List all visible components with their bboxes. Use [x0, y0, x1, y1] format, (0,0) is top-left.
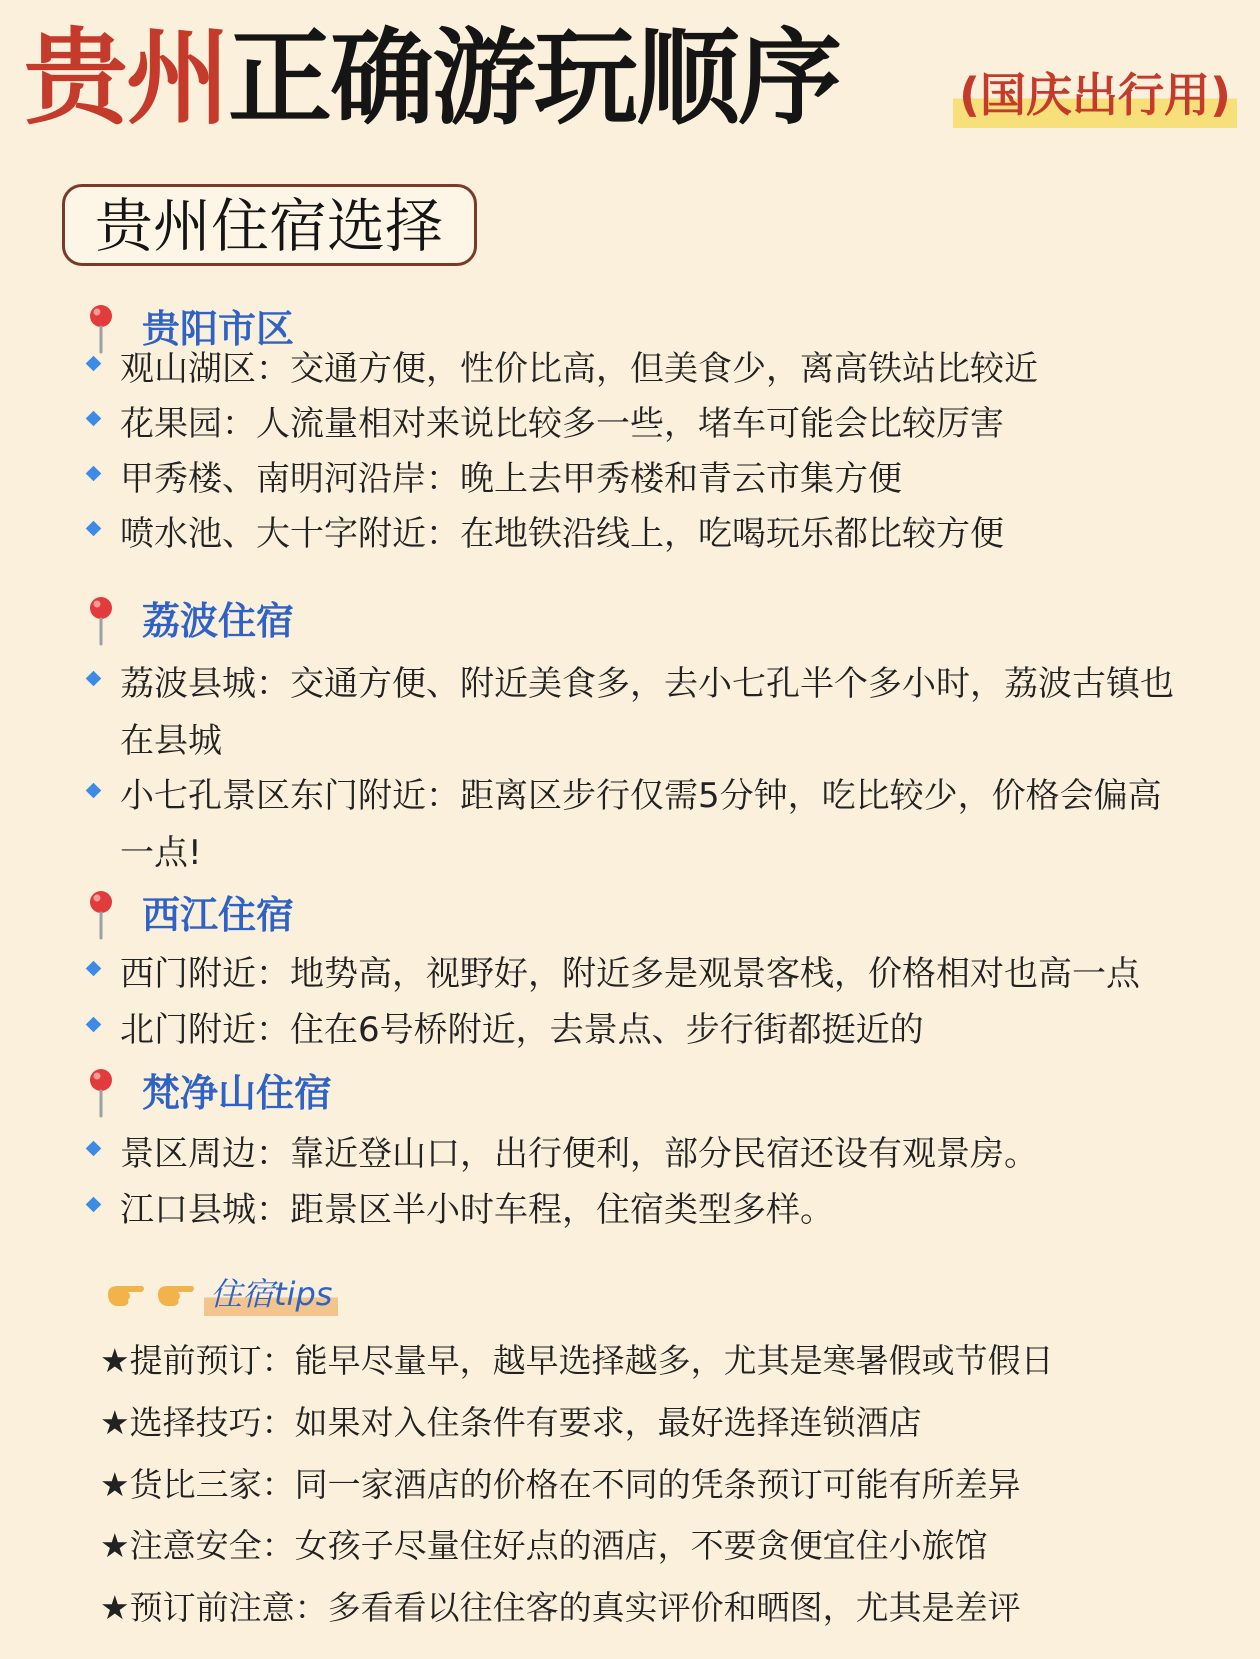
title-red-part: 贵州 [24, 17, 229, 139]
title-subtitle: (国庆出行用) [953, 62, 1237, 128]
blue-diamond-icon [86, 783, 102, 799]
blue-diamond-icon [86, 411, 102, 427]
section-title-box [62, 184, 477, 266]
group-heading-fanjingshan [84, 1066, 332, 1120]
tip-item: ★选择技巧：如果对入住条件有要求，最好选择连锁酒店 [100, 1403, 922, 1442]
pushpin-icon [84, 302, 118, 356]
blue-diamond-icon [86, 1197, 102, 1213]
group-heading-text: 贵阳市区 [142, 307, 295, 351]
tip-item: ★货比三家：同一家酒店的价格在不同的凭条预订可能有所差异 [100, 1465, 1021, 1504]
tip-item: ★注意安全：女孩子尽量住好点的酒店，不要贪便宜住小旅馆 [100, 1526, 988, 1565]
blue-diamond-icon [86, 961, 102, 977]
group-heading-xijiang [84, 888, 294, 942]
section-title: 贵州住宿选择 [95, 192, 444, 260]
blue-diamond-icon [86, 671, 102, 687]
pointing-hand-icon [104, 1274, 148, 1314]
pushpin-icon [84, 1066, 118, 1120]
group-heading-libo [84, 594, 294, 648]
blue-diamond-icon [86, 356, 102, 372]
tips-heading [104, 1272, 338, 1332]
group-heading-text: 梵净山住宿 [142, 1071, 333, 1115]
pointing-hand-icon [154, 1274, 198, 1314]
group-heading-text: 西江住宿 [142, 893, 295, 937]
blue-diamond-icon [86, 466, 102, 482]
pushpin-icon [84, 594, 118, 648]
blue-diamond-icon [86, 521, 102, 537]
pushpin-icon [84, 888, 118, 942]
blue-diamond-icon [86, 1017, 102, 1033]
tips-label: 住宿tips [204, 1272, 338, 1316]
tip-item: ★预订前注意：多看看以往住客的真实评价和晒图，尤其是差评 [100, 1588, 1021, 1627]
blue-diamond-icon [86, 1141, 102, 1157]
group-heading-text: 荔波住宿 [142, 599, 295, 643]
title-black-part: 正确游玩顺序 [228, 17, 841, 139]
tip-item: ★提前预订：能早尽量早，越早选择越多，尤其是寒暑假或节假日 [100, 1341, 1054, 1380]
